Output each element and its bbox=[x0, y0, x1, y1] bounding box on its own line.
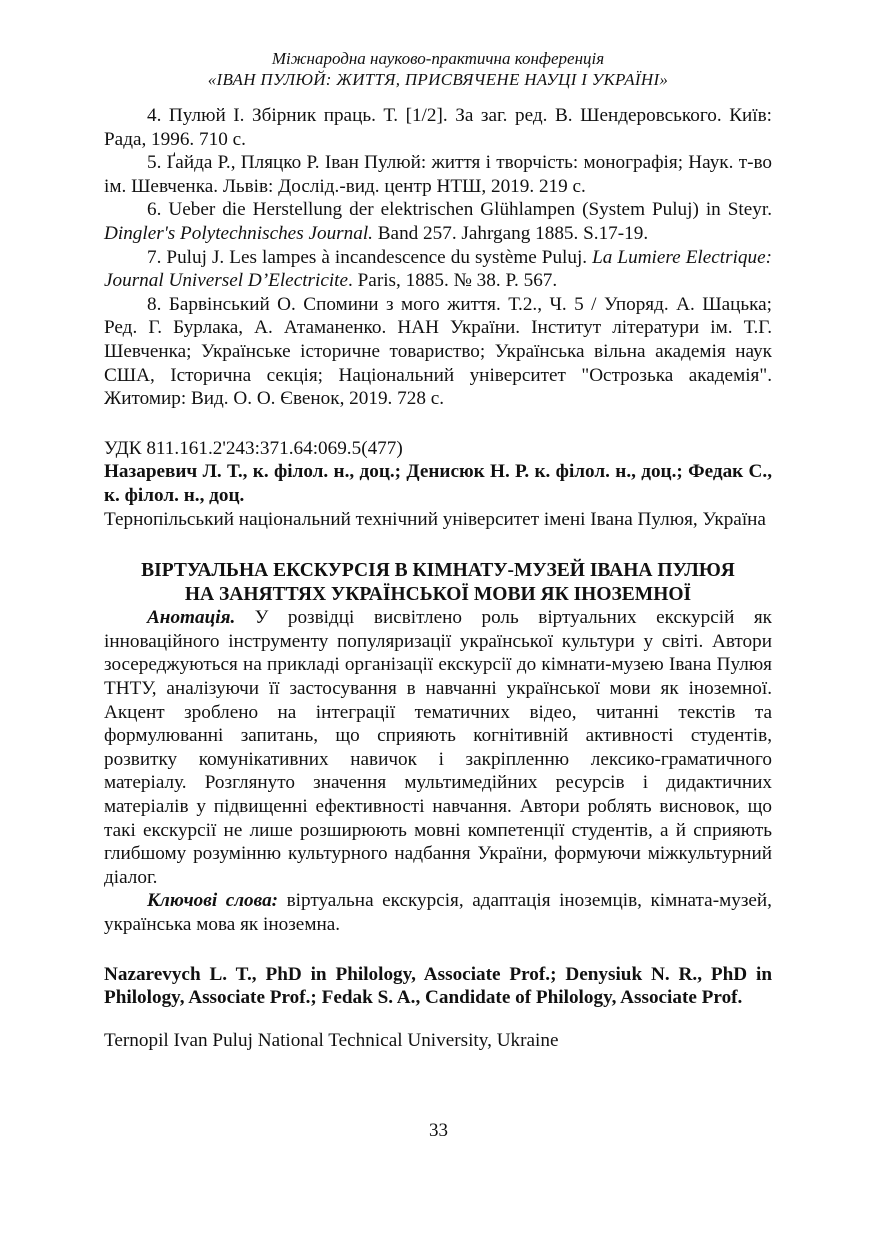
article-title bbox=[104, 559, 772, 606]
affiliation-english: Ternopil Ivan Puluj National Technical University, Ukraine bbox=[104, 1029, 559, 1051]
reference-journal: Dingler's Polytechnisches Journal. bbox=[104, 222, 373, 244]
reference-journal: La Lumiere Electrique: Journal Universel D’Electricite bbox=[104, 246, 773, 292]
reference-item bbox=[104, 246, 772, 293]
reference-item bbox=[104, 198, 772, 245]
running-header bbox=[104, 48, 772, 90]
article-title-line: ВІРТУАЛЬНА ЕКСКУРСІЯ В КІМНАТУ-МУЗЕЙ ІВАНА ПУЛЮЯ bbox=[141, 560, 735, 582]
header-conference-title: «ІВАН ПУЛЮЙ: ЖИТТЯ, ПРИСВЯЧЕНЕ НАУЦІ І УКРАЇНІ» bbox=[207, 70, 669, 89]
reference-item: 4. Пулюй І. Збірник праць. Т. [1/2]. За заг. ред. В. Шендеровського. Київ: Рада, 1996. 710 с. bbox=[104, 105, 772, 150]
reference-item: 8. Барвінський О. Спомини з мого життя. Т.2., Ч. 5 / Упоряд. А. Шацька; Ред. Г. Бурлака, А. Атаманенко. НАН України. Інститут літератури ім. Т.Г. Шевченка; Українське історичне товариство; Українська вільна академія наук США, Історична секція; Національний університет "Острозька академія". Житомир: Вид. О. О. Євенок, 2019. 728 с. bbox=[104, 293, 772, 410]
reference-details: Band 257. Jahrgang 1885. S.17-19. bbox=[372, 222, 649, 244]
reference-item: 5. Ґайда Р., Пляцко Р. Іван Пулюй: життя і творчість: монографія; Наук. т-во ім. Шевченка. Львів: Дослід.-вид. центр НТШ, 2019. 219 с. bbox=[104, 152, 772, 197]
page-number: 33 bbox=[429, 1120, 448, 1141]
udk-code: УДК 811.161.2'243:371.64:069.5(477) bbox=[104, 437, 403, 459]
reference-list bbox=[104, 104, 772, 411]
abstract-text: У розвідці висвітлено роль віртуальних екскурсій як інноваційного інструменту популяризації української культури у світі. Автори зосереджуються на прикладі організації екскурсії до кімнати-музею Івана Пулюя ТНТУ, аналізуючи її застосування в навчанні української мови як іноземної. Акцент зроблено на інтеграції тематичних відео, читанні текстів та формулюванні запитань, що сприяють когнітивній активності студентів, розвитку комунікативних навичок і закріпленню лексико-граматичного матеріалу. Розглянуто значення мультимедійних ресурсів і дидактичних матеріалів у підвищенні ефективності навчання. Автори роблять висновок, що такі екскурсії не лише розширюють мовні компетенції студентів, а й сприяють глибшому розумінню культурного надбання України, формуючи міжкультурний діалог. bbox=[104, 607, 772, 888]
reference-details: . Paris, 1885. № 38. P. 567. bbox=[348, 270, 558, 292]
abstract-label: Анотація. bbox=[147, 607, 236, 629]
header-conference-line: Міжнародна науково-практична конференція bbox=[271, 49, 605, 68]
authors-ukrainian: Назаревич Л. Т., к. філол. н., доц.; Денисюк Н. Р. к. філол. н., доц.; Федак С., к. філол. н., доц. bbox=[104, 461, 772, 506]
abstract bbox=[104, 606, 772, 889]
page-body bbox=[104, 104, 772, 1053]
article-title-line: НА ЗАНЯТТЯХ УКРАЇНСЬКОЇ МОВИ ЯК ІНОЗЕМНОЇ bbox=[184, 583, 692, 605]
keywords-text: віртуальна екскурсія, адаптація іноземців, кімната-музей, українська мова як іноземна. bbox=[104, 890, 772, 935]
keywords-label: Ключові слова: bbox=[147, 890, 279, 912]
affiliation-ukrainian: Тернопільський національний технічний університет імені Івана Пулюя, Україна bbox=[104, 508, 766, 530]
reference-text: 7. Puluj J. Les lampes à incandescence du système Puluj. bbox=[147, 246, 593, 268]
keywords bbox=[104, 889, 772, 936]
reference-text: 6. Ueber die Herstellung der elektrischen Glühlampen (System Puluj) in Steyr. bbox=[147, 199, 772, 221]
authors-english: Nazarevych L. T., PhD in Philology, Associate Prof.; Denysiuk N. R., PhD in Philology, Associate Prof.; Fedak S. A., Candidate of Philology, Associate Prof. bbox=[104, 963, 772, 1009]
